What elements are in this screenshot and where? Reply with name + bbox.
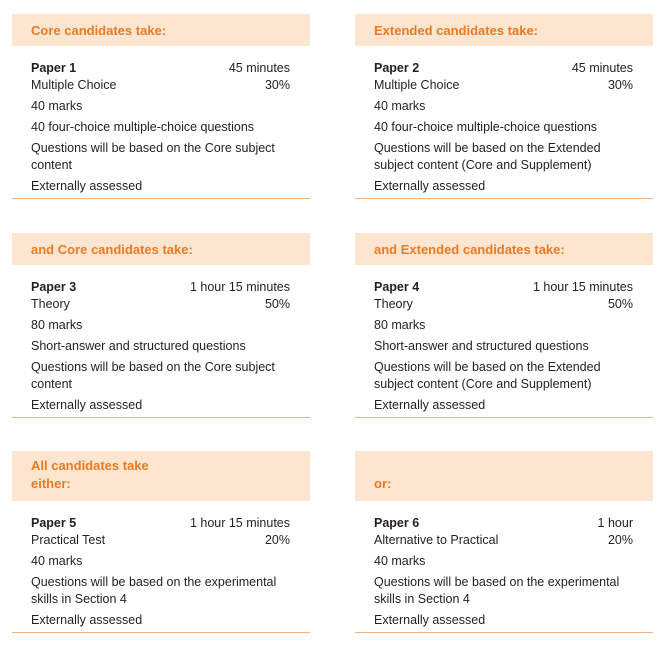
paper-duration: 1 hour bbox=[597, 516, 633, 530]
paper-description: 40 four-choice multiple-choice questions bbox=[31, 120, 255, 134]
paper-weight: 30% bbox=[264, 78, 290, 92]
paper-type: Multiple Choice bbox=[374, 78, 460, 92]
paper-type: Practical Test bbox=[31, 533, 106, 547]
paper-marks: 80 marks bbox=[374, 318, 426, 332]
panel-header bbox=[12, 451, 310, 501]
paper-5-panel bbox=[12, 451, 310, 633]
paper-duration: 1 hour 15 minutes bbox=[532, 280, 633, 294]
paper-weight: 50% bbox=[264, 297, 290, 311]
paper-assessment: Externally assessed bbox=[374, 179, 486, 193]
paper-6-panel bbox=[355, 451, 653, 633]
paper-row bbox=[31, 515, 290, 532]
paper-content-basis: Questions will be based on the experimental skills in Section 4 bbox=[374, 575, 620, 606]
paper-assessment: Externally assessed bbox=[31, 179, 143, 193]
paper-content-basis: Questions will be based on the Core subject content bbox=[31, 141, 275, 172]
paper-description: Short-answer and structured questions bbox=[374, 339, 589, 353]
paper-2-panel bbox=[355, 14, 653, 199]
paper-weight: 20% bbox=[607, 533, 633, 547]
panel-header-text: Extended candidates take: bbox=[374, 22, 538, 38]
paper-name: Paper 3 bbox=[31, 280, 77, 294]
paper-marks: 80 marks bbox=[31, 318, 83, 332]
paper-name: Paper 1 bbox=[31, 61, 77, 75]
type-row bbox=[374, 77, 633, 94]
paper-weight: 20% bbox=[264, 533, 290, 547]
panel-header bbox=[12, 14, 310, 46]
paper-row bbox=[374, 279, 633, 296]
panel-header bbox=[355, 451, 653, 501]
panel-body bbox=[12, 46, 310, 199]
paper-row bbox=[31, 60, 290, 77]
paper-weight: 30% bbox=[607, 78, 633, 92]
paper-4-panel bbox=[355, 233, 653, 418]
panel-body bbox=[12, 501, 310, 633]
panel-header-text: Core candidates take: bbox=[31, 22, 167, 38]
paper-row bbox=[31, 279, 290, 296]
panel-header-text: and Core candidates take: bbox=[31, 241, 193, 257]
paper-duration: 1 hour 15 minutes bbox=[189, 280, 290, 294]
paper-row bbox=[374, 60, 633, 77]
paper-duration: 1 hour 15 minutes bbox=[189, 516, 290, 530]
paper-content-basis: Questions will be based on the experimental skills in Section 4 bbox=[31, 575, 277, 606]
paper-type: Multiple Choice bbox=[31, 78, 117, 92]
panel-header-text: All candidates take either: bbox=[31, 458, 149, 491]
panel-header-text: and Extended candidates take: bbox=[374, 241, 565, 257]
paper-duration: 45 minutes bbox=[571, 61, 633, 75]
paper-name: Paper 4 bbox=[374, 280, 420, 294]
paper-content-basis: Questions will be based on the Extended subject content (Core and Supplement) bbox=[374, 141, 601, 172]
paper-assessment: Externally assessed bbox=[374, 398, 486, 412]
paper-marks: 40 marks bbox=[374, 554, 426, 568]
paper-row bbox=[374, 515, 633, 532]
paper-name: Paper 6 bbox=[374, 516, 420, 530]
panel-header bbox=[355, 233, 653, 265]
paper-assessment: Externally assessed bbox=[31, 613, 143, 627]
panel-body bbox=[12, 265, 310, 418]
panel-header bbox=[12, 233, 310, 265]
paper-duration: 45 minutes bbox=[228, 61, 290, 75]
type-row bbox=[374, 296, 633, 313]
panel-body bbox=[355, 501, 653, 633]
paper-1-panel bbox=[12, 14, 310, 199]
paper-type: Alternative to Practical bbox=[374, 533, 499, 547]
panel-body bbox=[355, 46, 653, 199]
paper-assessment: Externally assessed bbox=[31, 398, 143, 412]
type-row bbox=[31, 532, 290, 549]
paper-name: Paper 2 bbox=[374, 61, 420, 75]
paper-name: Paper 5 bbox=[31, 516, 77, 530]
paper-3-panel bbox=[12, 233, 310, 418]
paper-assessment: Externally assessed bbox=[374, 613, 486, 627]
paper-marks: 40 marks bbox=[374, 99, 426, 113]
type-row bbox=[31, 77, 290, 94]
paper-marks: 40 marks bbox=[31, 554, 83, 568]
paper-weight: 50% bbox=[607, 297, 633, 311]
paper-type: Theory bbox=[374, 297, 413, 311]
type-row bbox=[31, 296, 290, 313]
paper-description: Short-answer and structured questions bbox=[31, 339, 246, 353]
paper-marks: 40 marks bbox=[31, 99, 83, 113]
type-row bbox=[374, 532, 633, 549]
panel-header-text: or: bbox=[374, 476, 392, 491]
paper-content-basis: Questions will be based on the Extended subject content (Core and Supplement) bbox=[374, 360, 601, 391]
paper-content-basis: Questions will be based on the Core subject content bbox=[31, 360, 275, 391]
paper-type: Theory bbox=[31, 297, 70, 311]
panel-header bbox=[355, 14, 653, 46]
paper-description: 40 four-choice multiple-choice questions bbox=[374, 120, 598, 134]
panel-body bbox=[355, 265, 653, 418]
